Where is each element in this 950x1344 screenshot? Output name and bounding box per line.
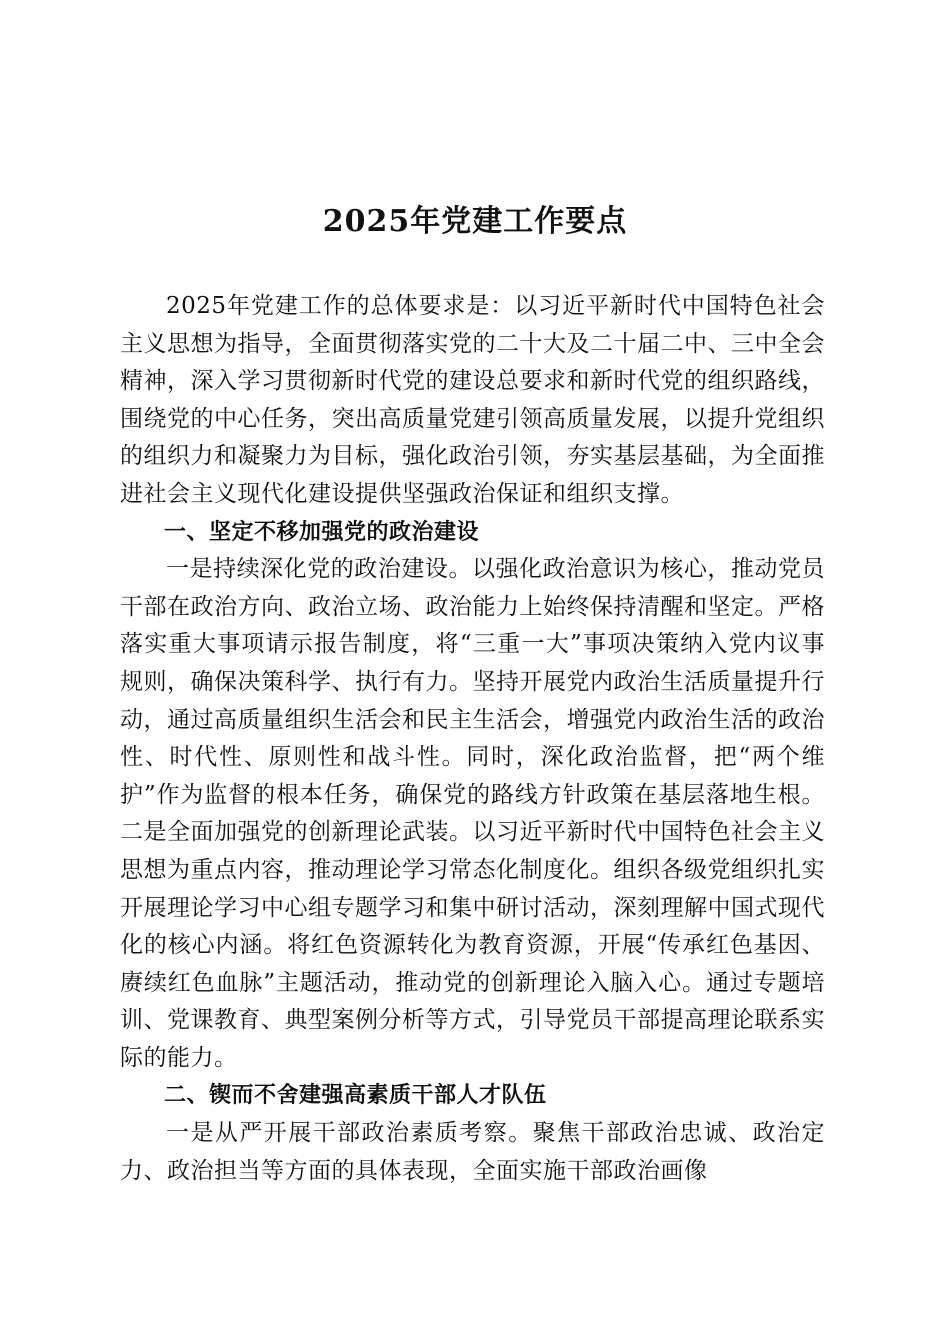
- document-title: 2025年党建工作要点: [322, 204, 628, 239]
- section-1-paragraph: 一是持续深化党的政治建设。以强化政治意识为核心，推动党员干部在政治方向、政治立场、政治能力上始终保持清醒和坚定。严格落实重大事项请示报告制度，将“三重一大”事项决策纳入党内议事规则，确保决策科学、执行有力。坚持开展党内政治生活质量提升行动，通过高质量组织生活会和民主生活会，增强党内政治生活的政治性、时代性、原则性和战斗性。同时，深化政治监督，把“两个维护”作为监督的根本任务，确保党的路线方针政策在基层落地生根。二是全面加强党的创新理论武装。以习近平新时代中国特色社会主义思想为重点内容，推动理论学习常态化制度化。组织各级党组织扎实开展理论学习中心组专题学习和集中研讨活动，深刻理解中国式现代化的核心内涵。将红色资源转化为教育资源，开展“传承红色基因、赓续红色血脉”主题活动，推动党的创新理论入脑入心。通过专题培训、党课教育、典型案例分析等方式，引导党员干部提高理论联系实际的能力。: [120, 556, 825, 1071]
- intro-paragraph: 2025年党建工作的总体要求是：以习近平新时代中国特色社会主义思想为指导，全面贯彻落实党的二十大及二十届二中、三中全会精神，深入学习贯彻新时代党的建设总要求和新时代党的组织路线，围绕党的中心任务，突出高质量党建引领高质量发展，以提升党组织的组织力和凝聚力为目标，强化政治引领，夯实基层基础，为全面推进社会主义现代化建设提供坚强政治保证和组织支撑。: [120, 293, 825, 507]
- section-heading-2: 二、锲而不舍建强高素质干部人才队伍: [164, 1083, 547, 1109]
- document-body: [120, 288, 825, 1190]
- section-2-paragraph: 一是从严开展干部政治素质考察。聚焦干部政治忠诚、政治定力、政治担当等方面的具体表现，全面实施干部政治画像: [120, 1120, 825, 1184]
- section-heading-1: 一、坚定不移加强党的政治建设: [164, 519, 480, 545]
